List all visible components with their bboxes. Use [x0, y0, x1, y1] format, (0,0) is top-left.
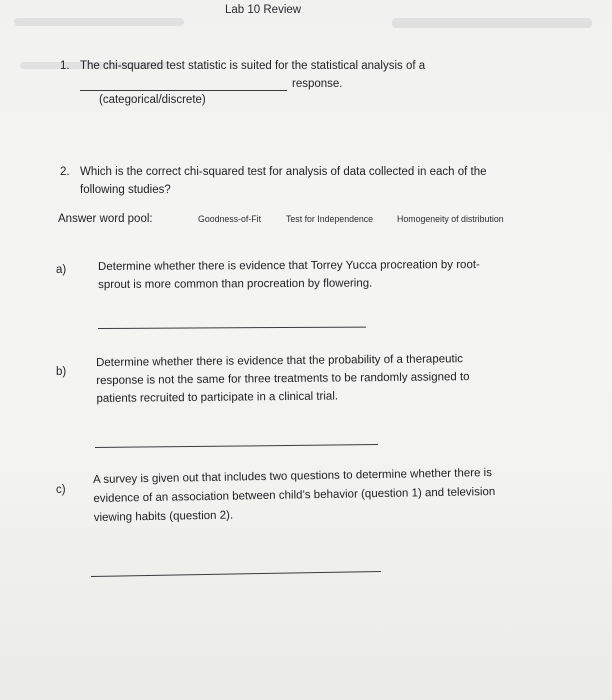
show-through-mark: [392, 18, 592, 28]
answer-pool-label: Answer word pool:: [58, 213, 153, 225]
part-b-text-line1: Determine whether there is evidence that the probability of a therapeutic: [96, 353, 464, 369]
part-a-label: a): [56, 264, 67, 276]
part-a-question: [98, 259, 548, 301]
part-b-question: [96, 352, 547, 417]
part-c-text-line2: evidence of an association between child’s behavior (question 1) and television: [93, 485, 496, 505]
show-through-mark: [14, 18, 184, 26]
answer-pool-item: Test for Independence: [286, 214, 374, 224]
question-2-text-line1: Which is the correct chi-squared test for analysis of data collected in each of the: [80, 166, 487, 178]
question-1-hint: (categorical/discrete): [99, 94, 206, 106]
part-a-text-line1: Determine whether there is evidence that Torrey Yucca procreation by root-: [98, 259, 480, 273]
part-b-answer-blank[interactable]: [95, 444, 378, 448]
part-c-answer-blank[interactable]: [91, 571, 381, 577]
question-1-number: 1.: [60, 60, 70, 72]
part-c-text-line1: A survey is given out that includes two questions to determine whether there is: [93, 467, 493, 486]
page-title: Lab 10 Review: [225, 4, 302, 16]
part-a-answer-blank[interactable]: [98, 327, 366, 329]
part-b-label: b): [56, 366, 67, 378]
question-2-text-line2: following studies?: [80, 184, 171, 196]
question-2-number: 2.: [60, 166, 70, 178]
question-1-answer-blank[interactable]: [80, 90, 287, 91]
part-b-text-line3: patients recruited to participate in a clinical trial.: [96, 390, 339, 405]
question-1-response-suffix: response.: [292, 78, 343, 90]
part-c-text-line3: viewing habits (question 2).: [93, 509, 234, 524]
part-b-text-line2: response is not the same for three treatments to be randomly assigned to: [96, 371, 470, 387]
answer-pool-item: Homogeneity of distribution: [397, 214, 504, 224]
answer-pool-item: Goodness-of-Fit: [198, 214, 262, 224]
question-1-text: The chi-squared test statistic is suited for the statistical analysis of a: [80, 60, 426, 72]
part-c-question: [93, 466, 554, 534]
part-a-text-line2: sprout is more common than procreation by flowering.: [98, 277, 373, 291]
part-c-label: c): [56, 484, 66, 496]
